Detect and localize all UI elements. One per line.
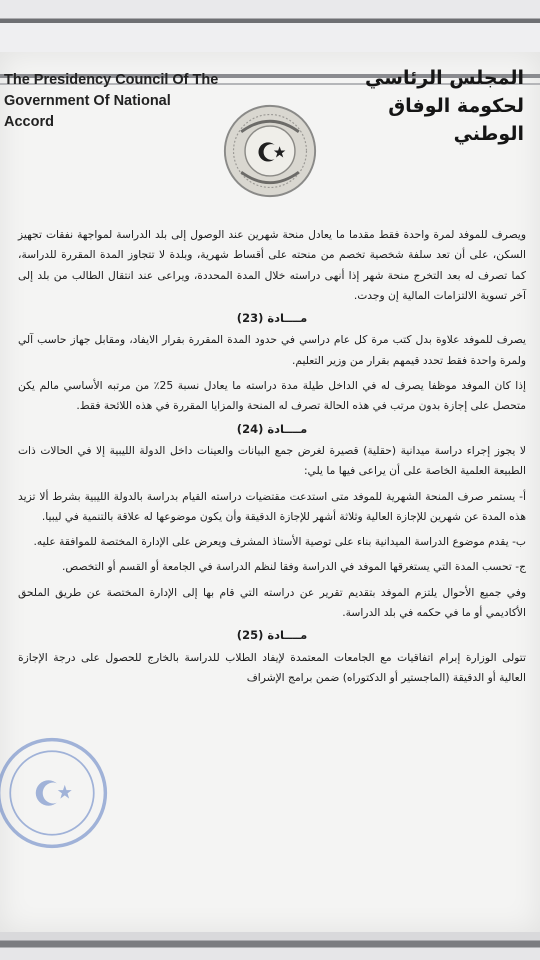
official-stamp-icon <box>0 735 110 851</box>
header-english-line2: Government Of National Accord <box>4 93 171 130</box>
header-english <box>4 70 224 133</box>
document-body <box>18 225 526 688</box>
paragraph: إذا كان الموفد موظفا يصرف له في الداخل طيلة مدة دراسته ما يعادل نسبة 25٪ من مرتبه الأساسي مالم يكن متحصل على إجازة بدون مرتب في هذه الحالة تصرف له المنحة والمزايا المقررة في هذه اللائحة فقط. <box>18 379 527 413</box>
article-heading-24: مــــادة (24) <box>236 421 308 436</box>
header-english-line1: The Presidency Council Of The <box>4 72 219 88</box>
paragraph: أ- يستمر صرف المنحة الشهرية للموفد متى استدعت مقتضيات دراسته القيام بدراسة بالدولة الليبية بشرط ألا تزيد هذه المدة عن شهرين للإجازة العالية وثلاثة أشهر للإجازة الدقيقة وأن يكون موضوعها له علاقة بالتنمية في ليبيا. <box>18 489 526 523</box>
paragraph: وفي جميع الأحوال يلتزم الموفد بتقديم تقرير عن دراسته التي قام بها إلى الإدارة المختصة عن طريق الملحق الأكاديمي أو ما في حكمه في بلد الدراسة. <box>18 585 526 620</box>
header-arabic <box>324 64 524 148</box>
paragraph: تتولى الوزارة إبرام اتفاقيات مع الجامعات المعتمدة لإيفاد الطلاب للدراسة بالخارج للحصول على درجة الإجازة العالية أو الدقيقة (الماجستير أو الدكتوراه) ضمن برامج الإشراف <box>18 650 526 684</box>
paragraph: يصرف للموفد علاوة بدل كتب مرة كل عام دراسي في حدود المدة المقررة بقرار الايفاد، ومقابل جهاز حاسب آلي ولمرة واحدة فقط تحدد قيمهم بقرار من وزير التعليم. <box>18 333 526 367</box>
bottom-background-strip <box>0 932 540 960</box>
paragraph: لا يجوز إجراء دراسة ميدانية (حقلية) قصيرة لغرض جمع البيانات والعينات داخل الدولة الليبية إلا في الحالات ذات الطبيعة العلمية الخاصة على أن يراعى فيها ما يلي: <box>18 443 526 478</box>
header-arabic-line1: المجلس الرئاسي <box>365 67 524 89</box>
top-background-strip <box>0 0 540 52</box>
article-heading-25: مــــادة (25) <box>236 628 308 643</box>
article-heading-23: مــــادة (23) <box>236 311 308 326</box>
state-emblem-icon <box>222 103 318 199</box>
paragraph: ويصرف للموفد لمرة واحدة فقط مقدما ما يعادل منحة شهرين عند الوصول إلى بلد الدراسة لمواجهة نفقات تجهيز السكن، على أن تعد سلفة شخصية تخصم من منحته على أقساط شهرية، وبلدة لا تتجاوز المدة المقررة للدراسة، كما تصرف له بعد التخرج منحة شهر إذا أنهى دراسته خلال المدة المحددة، ويراعى عند انتقال الطالب من بلد إلى آخر تسوية الالتزامات المالية إن وجدت. <box>18 228 526 302</box>
paragraph: ج- تحسب المدة التي يستغرقها الموفد في الدراسة وفقا لنظم الدراسة في الجامعة أو القسم أو التخصص. <box>62 560 526 574</box>
paragraph: ب- يقدم موضوع الدراسة الميدانية بناء على توصية الأستاذ المشرف ويعرض على الإدارة المختصة للموافقة عليه. <box>33 535 526 549</box>
header-arabic-line2: لحكومة الوفاق الوطني <box>388 95 524 145</box>
